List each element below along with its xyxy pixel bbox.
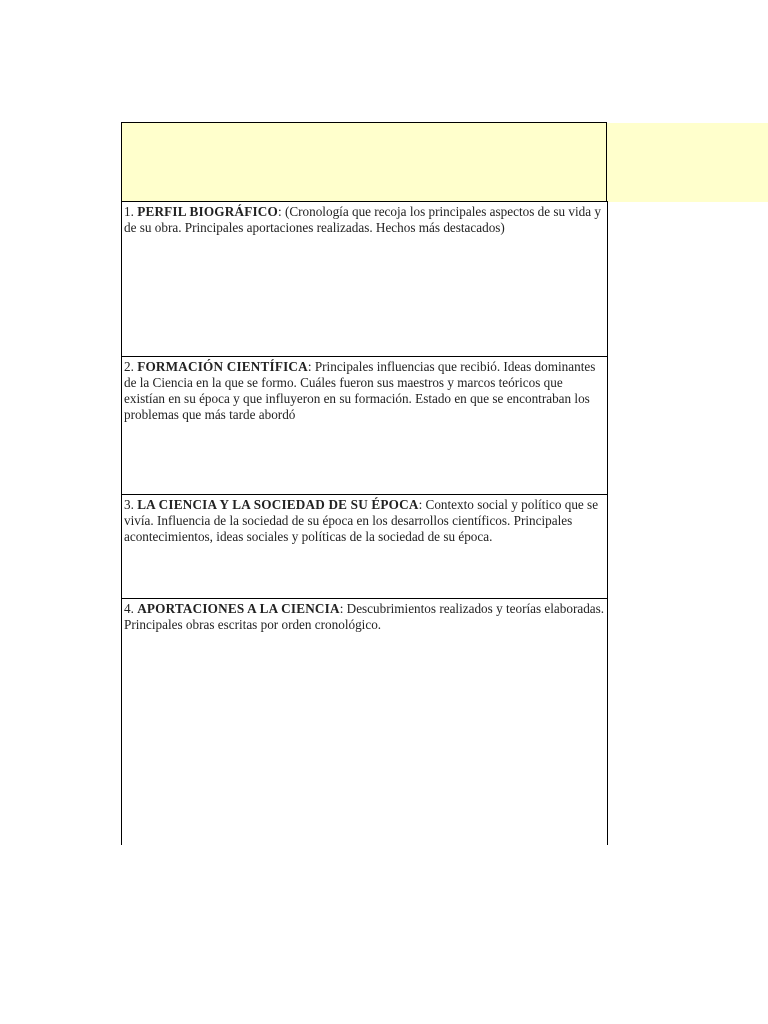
section-description: : Descubrimientos realizados y teorías elaboradas. Principales obras escritas por orden cronológico. (124, 601, 605, 632)
section-description: : Principales influencias que recibió. Ideas dominantes de la Ciencia en la que se formo. Cuáles fueron sus maestros y marcos teóricos que existían en su época y que influyeron en su formación. Estado en que se encontraban los problemas que más tarde abordó (124, 359, 596, 422)
header-cell (121, 122, 607, 201)
section-title: PERFIL BIOGRÁFICO (137, 204, 278, 219)
section-perfil-biografico (121, 201, 608, 356)
section-formacion-cientifica (121, 356, 608, 494)
section-aportaciones-ciencia (121, 598, 608, 845)
section-title: FORMACIÓN CIENTÍFICA (137, 359, 308, 374)
section-number: 3. (124, 497, 134, 512)
section-number: 2. (124, 359, 134, 374)
section-description: : (Cronología que recoja los principales aspectos de su vida y de su obra. Principales aportaciones realizadas. Hechos más destacados) (124, 204, 601, 235)
section-number: 1. (124, 204, 134, 219)
section-title: APORTACIONES A LA CIENCIA (137, 601, 340, 616)
section-number: 4. (124, 601, 134, 616)
section-title: LA CIENCIA Y LA SOCIEDAD DE SU ÉPOCA (137, 497, 419, 512)
section-ciencia-sociedad (121, 494, 608, 598)
section-description: : Contexto social y político que se vivía. Influencia de la sociedad de su época en los desarrollos científicos. Principales acontecimientos, ideas sociales y políticas de la sociedad de su época. (124, 497, 599, 544)
